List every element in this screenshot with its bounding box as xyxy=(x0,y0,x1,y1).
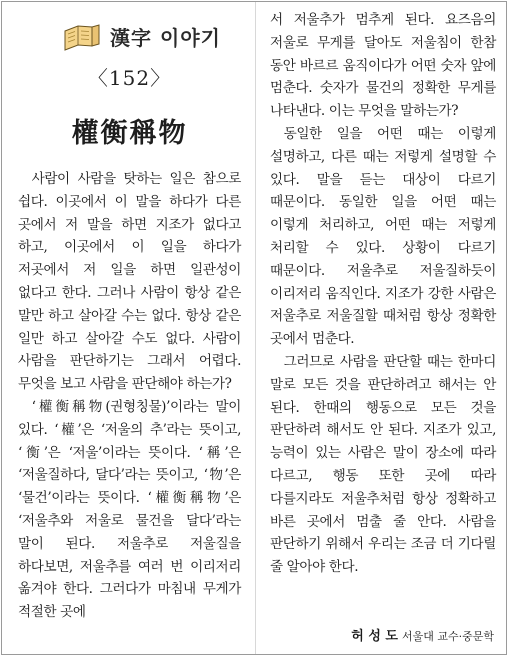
body-paragraph: ‘權衡稱物(권형칭물)’이라는 말이 있다. ‘權’은 ‘저울의 추’라는 뜻이고, ‘衡’은 ‘저울’이라는 뜻이다. ‘稱’은 ‘저울질하다, 달다’라는 뜻이고, ‘物’은 ‘물건’이라는 뜻이다. ‘權衡稱物’은 ‘저울추와 저울로 물건을 달다’라는 말이 된다. 저울추로 저울질을 하다보면, 저울추를 여러 번 이리저리 옮겨야 한다. 그러다가 마침내 무게가 적절한 곳에 xyxy=(18,398,241,621)
byline xyxy=(351,625,494,644)
right-column xyxy=(255,2,507,654)
body-paragraph: 서 저울추가 멈추게 된다. 요즈음의 저울로 무게를 달아도 저울침이 한참 동안 바르르 움직이다가 어떤 숫자 앞에 멈춘다. 숫자가 물건의 정확한 무게를 나타낸다. 이는 무엇을 말하는가? xyxy=(270,12,496,120)
series-header xyxy=(18,2,241,58)
body-paragraph: 그러므로 사람을 판단할 때는 한마디 말로 모든 것을 판단하려고 해서는 안 된다. 한때의 행동으로 모든 것을 판단하려 해서도 안 된다. 지조가 있고, 능력이 있는 사람은 말이 장소에 따라 다르고, 행동 또한 곳에 따라 다를지라도 저울추처럼 항상 정확하고 바른 곳에서 멈출 줄 안다. 사람을 판단하기 위해서 우리는 조금 더 기다릴 줄 알아야 한다. xyxy=(270,353,496,576)
series-title: 漢字 이야기 xyxy=(110,26,221,50)
book-icon xyxy=(62,22,102,52)
body-paragraph: 사람이 사람을 탓하는 일은 참으로 쉽다. 이곳에서 이 말을 하다가 다른 곳에서 저 말을 하면 지조가 없다고 하고, 이곳에서 이 일을 하다가 저곳에서 저 일을 하면 일관성이 없다고 한다. 그러나 사람이 항상 같은 말만 하고 살아갈 수는 없다. 항상 같은 일만 하고 살아갈 수도 없다. 사람이 사람을 판단하기는 그래서 어렵다. 무엇을 보고 사람을 판단해야 하는가? xyxy=(18,171,241,393)
author-name: 허 성 도 xyxy=(351,629,398,644)
author-affiliation: 서울대 교수·중문학 xyxy=(401,630,494,643)
body-paragraph: 동일한 일을 어떤 때는 이렇게 설명하고, 다른 때는 저렇게 설명할 수 있다. 말을 듣는 대상이 다르기 때문이다. 동일한 일을 어떤 때는 이렇게 처리하고, 어떤 때는 저렇게 처리할 수 있다. 상황이 다르기 때문이다. 저울추로 저울질하듯이 이리저리 움직인다. 지조가 강한 사람은 저울추로 저울질할 때처럼 항상 정확한 곳에서 멈춘다. xyxy=(270,125,496,348)
article-frame xyxy=(1,1,507,655)
headline: 權衡稱物 xyxy=(71,118,188,149)
episode-number: 〈152〉 xyxy=(87,66,172,90)
left-column xyxy=(2,2,255,654)
